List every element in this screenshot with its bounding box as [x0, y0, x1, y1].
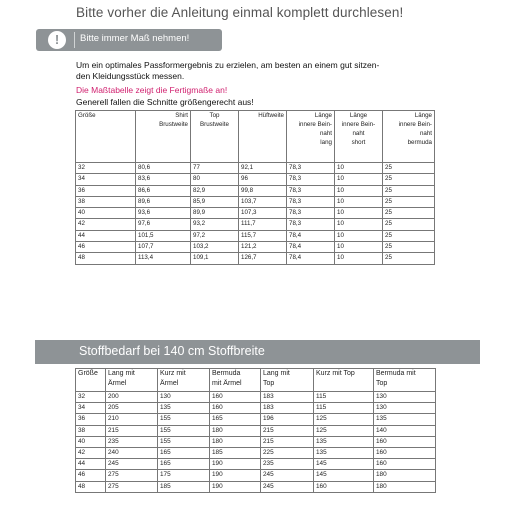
value-cell: 25 — [383, 253, 435, 264]
value-cell: 97,6 — [136, 219, 191, 230]
size-table — [75, 110, 435, 265]
value-cell: 200 — [106, 392, 158, 403]
value-cell: 25 — [383, 230, 435, 241]
value-cell: 25 — [383, 185, 435, 196]
value-cell: 180 — [210, 425, 261, 436]
table-row — [76, 436, 436, 447]
value-cell: 10 — [335, 174, 383, 185]
value-cell: 160 — [210, 403, 261, 414]
value-cell: 25 — [383, 174, 435, 185]
column-header-line: Länge — [349, 112, 368, 119]
value-cell: 155 — [158, 436, 210, 447]
value-cell: 115 — [314, 403, 374, 414]
value-cell: 83,6 — [136, 174, 191, 185]
size-cell: 48 — [76, 253, 136, 264]
size-cell: 38 — [76, 425, 106, 436]
column-header-line: Brustweite — [200, 121, 229, 128]
value-cell: 101,5 — [136, 230, 191, 241]
column-header-line: naht — [319, 130, 332, 137]
value-cell: 190 — [210, 481, 261, 492]
value-cell: 78,4 — [287, 242, 335, 253]
column-header-line: Bermuda mit — [376, 370, 416, 377]
value-cell: 235 — [106, 436, 158, 447]
value-cell: 78,4 — [287, 230, 335, 241]
value-cell: 80,6 — [136, 163, 191, 174]
value-cell: 78,4 — [287, 253, 335, 264]
column-header-line: Länge — [314, 112, 332, 119]
table-row — [76, 163, 435, 174]
value-cell: 103,2 — [191, 242, 239, 253]
column-header-line: innere Bein- — [398, 121, 432, 128]
value-cell: 145 — [314, 459, 374, 470]
column-header-line: lang — [320, 139, 332, 146]
fabric-banner — [35, 340, 480, 364]
column-header-line: Hüftweite — [258, 112, 284, 119]
table-row — [76, 230, 435, 241]
column-header — [261, 369, 314, 392]
value-cell: 89,9 — [191, 208, 239, 219]
column-header-line: Ärmel — [108, 380, 127, 387]
value-cell: 145 — [314, 470, 374, 481]
value-cell: 78,3 — [287, 219, 335, 230]
value-cell: 10 — [335, 219, 383, 230]
column-header-line: Brustweite — [159, 121, 188, 128]
size-cell: 36 — [76, 185, 136, 196]
value-cell: 160 — [374, 436, 436, 447]
page-heading: Bitte vorher die Anleitung einmal komplett durchlesen! — [76, 5, 404, 20]
table-row — [76, 447, 436, 458]
column-header — [335, 111, 383, 163]
value-cell: 111,7 — [239, 219, 287, 230]
column-header-line: bermuda — [407, 139, 432, 146]
value-cell: 160 — [210, 392, 261, 403]
value-cell: 93,6 — [136, 208, 191, 219]
value-cell: 113,4 — [136, 253, 191, 264]
size-cell: 32 — [76, 392, 106, 403]
value-cell: 107,3 — [239, 208, 287, 219]
value-cell: 235 — [261, 459, 314, 470]
size-table-header-row — [76, 111, 435, 163]
table-row — [76, 481, 436, 492]
table-row — [76, 459, 436, 470]
value-cell: 130 — [158, 392, 210, 403]
value-cell: 130 — [374, 392, 436, 403]
value-cell: 180 — [374, 481, 436, 492]
value-cell: 78,3 — [287, 208, 335, 219]
size-cell: 48 — [76, 481, 106, 492]
fabric-title: Stoffbedarf bei 140 cm Stoffbreite — [79, 344, 265, 358]
value-cell: 126,7 — [239, 253, 287, 264]
column-header — [136, 111, 191, 163]
column-header — [239, 111, 287, 163]
value-cell: 245 — [261, 470, 314, 481]
column-header — [210, 369, 261, 392]
size-cell: 44 — [76, 459, 106, 470]
notice-banner — [36, 29, 222, 51]
column-header-line: Größe — [78, 112, 96, 119]
notice-divider — [74, 32, 75, 48]
table-row — [76, 208, 435, 219]
intro-line: den Kleidungsstück messen. — [76, 71, 185, 81]
value-cell: 115,7 — [239, 230, 287, 241]
table-row — [76, 470, 436, 481]
value-cell: 125 — [314, 425, 374, 436]
value-cell: 25 — [383, 196, 435, 207]
column-header-line: Lang mit — [263, 370, 290, 377]
value-cell: 10 — [335, 242, 383, 253]
value-cell: 240 — [106, 447, 158, 458]
value-cell: 183 — [261, 392, 314, 403]
column-header — [158, 369, 210, 392]
value-cell: 135 — [158, 403, 210, 414]
intro-highlight: Die Maßtabelle zeigt die Fertigmaße an! — [76, 85, 228, 95]
value-cell: 25 — [383, 219, 435, 230]
value-cell: 185 — [210, 447, 261, 458]
value-cell: 103,7 — [239, 196, 287, 207]
column-header — [374, 369, 436, 392]
value-cell: 185 — [158, 481, 210, 492]
column-header-line: Top — [209, 112, 220, 119]
column-header-line: naht — [352, 130, 365, 137]
column-header-line: Länge — [414, 112, 432, 119]
intro-line: Um ein optimales Passformergebnis zu erzielen, am besten an einem gut sitzen- — [76, 60, 380, 70]
column-header — [106, 369, 158, 392]
fabric-table-header-row — [76, 369, 436, 392]
value-cell: 25 — [383, 163, 435, 174]
column-header-line: Ärmel — [160, 380, 179, 387]
column-header — [76, 369, 106, 392]
table-row — [76, 253, 435, 264]
value-cell: 78,3 — [287, 163, 335, 174]
size-cell: 42 — [76, 219, 136, 230]
value-cell: 82,9 — [191, 185, 239, 196]
value-cell: 275 — [106, 470, 158, 481]
value-cell: 109,1 — [191, 253, 239, 264]
intro-line: Generell fallen die Schnitte größengerecht aus! — [76, 97, 254, 107]
value-cell: 25 — [383, 242, 435, 253]
value-cell: 99,8 — [239, 185, 287, 196]
value-cell: 135 — [314, 436, 374, 447]
value-cell: 135 — [374, 414, 436, 425]
value-cell: 215 — [261, 436, 314, 447]
size-cell: 34 — [76, 174, 136, 185]
value-cell: 165 — [158, 447, 210, 458]
value-cell: 275 — [106, 481, 158, 492]
column-header-line: innere Bein- — [298, 121, 332, 128]
value-cell: 210 — [106, 414, 158, 425]
value-cell: 196 — [261, 414, 314, 425]
value-cell: 10 — [335, 230, 383, 241]
column-header-line: Lang mit — [108, 370, 135, 377]
column-header-line: Kurz mit Top — [316, 370, 355, 377]
value-cell: 10 — [335, 208, 383, 219]
value-cell: 160 — [314, 481, 374, 492]
exclamation-icon: ! — [48, 31, 66, 49]
value-cell: 165 — [210, 414, 261, 425]
size-cell: 34 — [76, 403, 106, 414]
value-cell: 92,1 — [239, 163, 287, 174]
column-header — [314, 369, 374, 392]
value-cell: 78,3 — [287, 174, 335, 185]
size-cell: 46 — [76, 242, 136, 253]
size-cell: 40 — [76, 436, 106, 447]
size-cell: 38 — [76, 196, 136, 207]
table-row — [76, 403, 436, 414]
value-cell: 89,6 — [136, 196, 191, 207]
value-cell: 121,2 — [239, 242, 287, 253]
value-cell: 86,6 — [136, 185, 191, 196]
value-cell: 225 — [261, 447, 314, 458]
value-cell: 10 — [335, 163, 383, 174]
column-header — [76, 111, 136, 163]
table-row — [76, 242, 435, 253]
table-row — [76, 414, 436, 425]
value-cell: 245 — [261, 481, 314, 492]
value-cell: 10 — [335, 253, 383, 264]
column-header-line: innere Bein- — [341, 121, 376, 128]
value-cell: 130 — [374, 403, 436, 414]
value-cell: 77 — [191, 163, 239, 174]
value-cell: 180 — [210, 436, 261, 447]
size-cell: 36 — [76, 414, 106, 425]
value-cell: 160 — [374, 459, 436, 470]
size-cell: 42 — [76, 447, 106, 458]
column-header — [383, 111, 435, 163]
column-header-line: short — [351, 139, 366, 146]
value-cell: 107,7 — [136, 242, 191, 253]
table-row — [76, 392, 436, 403]
size-cell: 46 — [76, 470, 106, 481]
value-cell: 25 — [383, 208, 435, 219]
column-header-line: Größe — [78, 370, 98, 377]
notice-text: Bitte immer Maß nehmen! — [80, 33, 190, 44]
value-cell: 78,3 — [287, 196, 335, 207]
value-cell: 125 — [314, 414, 374, 425]
value-cell: 180 — [374, 470, 436, 481]
value-cell: 135 — [314, 447, 374, 458]
value-cell: 165 — [158, 459, 210, 470]
value-cell: 175 — [158, 470, 210, 481]
table-row — [76, 196, 435, 207]
size-cell: 44 — [76, 230, 136, 241]
value-cell: 215 — [106, 425, 158, 436]
table-row — [76, 219, 435, 230]
column-header-line: Top — [376, 380, 388, 387]
column-header-line: Bermuda — [212, 370, 241, 377]
value-cell: 10 — [335, 185, 383, 196]
column-header-line: Shirt — [175, 112, 188, 119]
column-header — [287, 111, 335, 163]
value-cell: 93,2 — [191, 219, 239, 230]
value-cell: 205 — [106, 403, 158, 414]
value-cell: 190 — [210, 470, 261, 481]
column-header-line: mit Ärmel — [212, 380, 242, 387]
value-cell: 10 — [335, 196, 383, 207]
value-cell: 160 — [374, 447, 436, 458]
table-row — [76, 174, 435, 185]
value-cell: 155 — [158, 425, 210, 436]
column-header-line: naht — [419, 130, 432, 137]
value-cell: 190 — [210, 459, 261, 470]
fabric-table — [75, 368, 436, 493]
size-cell: 32 — [76, 163, 136, 174]
size-cell: 40 — [76, 208, 136, 219]
column-header — [191, 111, 239, 163]
value-cell: 183 — [261, 403, 314, 414]
value-cell: 78,3 — [287, 185, 335, 196]
value-cell: 97,2 — [191, 230, 239, 241]
value-cell: 215 — [261, 425, 314, 436]
table-row — [76, 185, 435, 196]
column-header-line: Top — [263, 380, 275, 387]
value-cell: 115 — [314, 392, 374, 403]
column-header-line: Kurz mit — [160, 370, 186, 377]
value-cell: 80 — [191, 174, 239, 185]
value-cell: 140 — [374, 425, 436, 436]
value-cell: 96 — [239, 174, 287, 185]
value-cell: 155 — [158, 414, 210, 425]
value-cell: 85,9 — [191, 196, 239, 207]
table-row — [76, 425, 436, 436]
value-cell: 245 — [106, 459, 158, 470]
